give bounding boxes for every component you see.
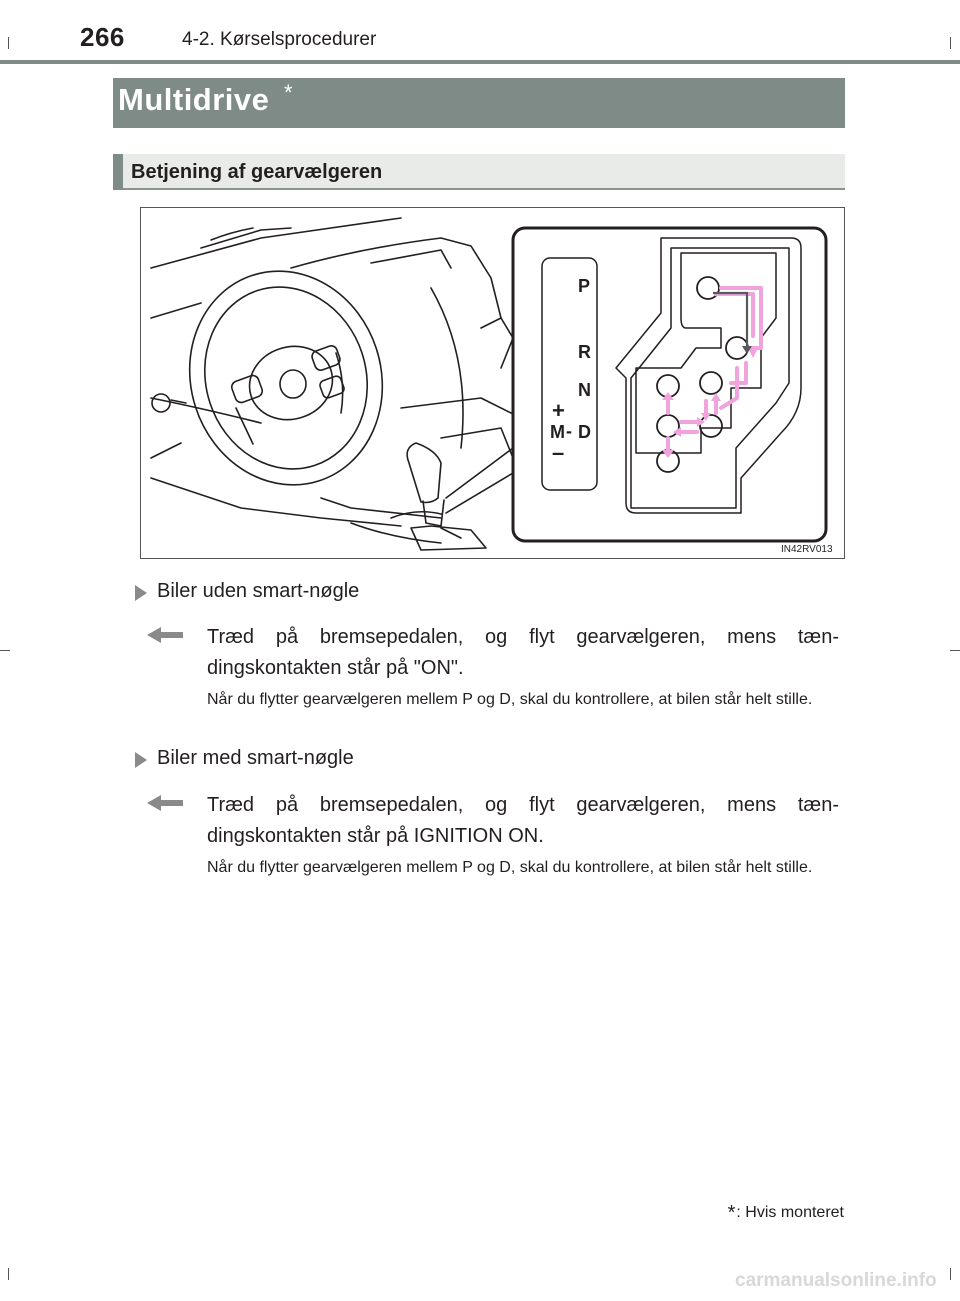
page-title: Multidrive (118, 82, 270, 117)
subheading-marker (113, 154, 123, 190)
gate-label-r: R (578, 342, 591, 362)
watermark: carmanualsonline.info (735, 1270, 937, 1291)
gate-label-m: M (550, 422, 565, 442)
gate-label-n: N (578, 380, 591, 400)
triangle-bullet-icon (135, 585, 147, 601)
gate-label-p: P (578, 276, 591, 296)
gate-label-minus: – (552, 440, 565, 465)
subheading: Betjening af gearvælgeren (131, 161, 383, 183)
section-heading: Biler med smart-nøgle (157, 747, 354, 769)
section-heading: Biler uden smart-nøgle (157, 580, 360, 602)
instruction-text: Træd på bremsepedalen, og flyt gearvælgeren, mens tæn-dingskontakten står på IGNITION ON. (207, 794, 839, 847)
instruction-text: Træd på bremsepedalen, og flyt gearvælgeren, mens tæn-dingskontakten står på "ON". (207, 626, 839, 679)
crop-mark (8, 37, 9, 49)
gate-label-plus: + (552, 398, 565, 423)
crop-mark (950, 1268, 951, 1280)
crop-mark (0, 650, 10, 651)
gate-label-dash: - (566, 421, 572, 441)
crop-mark (8, 1268, 9, 1280)
note-text: Når du flytter gearvælgeren mellem P og D, skal du kontrollere, at bilen står helt stille. (207, 859, 813, 876)
crop-mark (950, 37, 951, 49)
header-rule (0, 60, 960, 64)
title-asterisk: * (284, 80, 293, 105)
gate-label-d: D (578, 422, 591, 442)
crop-mark (950, 650, 960, 651)
note-text: Når du flytter gearvælgeren mellem P og D, skal du kontrollere, at bilen står helt stille. (207, 691, 813, 708)
page-number: 266 (80, 22, 125, 52)
footnote (728, 1202, 844, 1225)
left-arrow-icon (147, 795, 183, 811)
figure-code: IN42RV013 (781, 544, 833, 555)
triangle-bullet-icon (135, 752, 147, 768)
footnote-text: : Hvis monteret (736, 1204, 844, 1221)
footnote-asterisk: * (727, 1202, 736, 1224)
illustration-svg (141, 208, 846, 560)
left-arrow-icon (147, 627, 183, 643)
gear-selector-illustration (140, 207, 845, 559)
section-reference: 4-2. Kørselsprocedurer (182, 29, 377, 50)
